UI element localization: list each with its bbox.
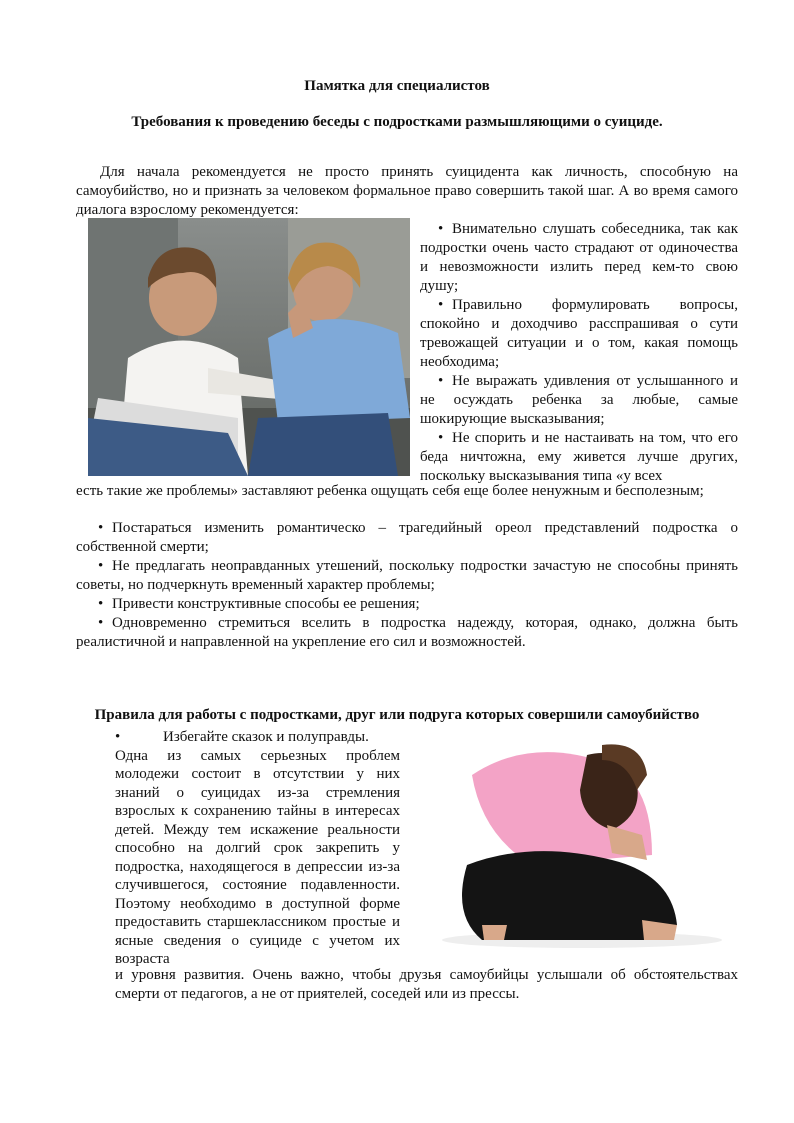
tail-paragraph: и уровня развития. Очень важно, чтобы друзья самоубийцы услышали об обстоятельствах смерти от педагогов, а не от приятелей, соседей или из прессы. bbox=[115, 967, 738, 1002]
column-paragraph: Одна из самых серьезных проблем молодежи состоит в отсутствии у них знаний о суицидах из-за стремления взрослых к сохранению тайны в интересах детей. Между тем искажение реальности способно на долгий срок закрепить у подростка, находящегося в депрессии из-за случившегося, состояние подавленности. Поэтому необходимо в доступной форме предоставить старшеклассником простые и ясные сведения о суициде с учетом их возраста bbox=[115, 747, 400, 967]
list-item: • Одновременно стремиться вселить в подростка надежду, которая, однако, должна быть реалистичной и направленной на укрепление его сил и возможностей. bbox=[76, 615, 738, 650]
bullet-list-full bbox=[76, 519, 738, 652]
list-item: • Не спорить и не настаивать на том, что его беда ничтожна, ему живется лучше других, поскольку высказывания типа «у всех bbox=[420, 430, 738, 484]
list-item: • Правильно формулировать вопросы, спокойно и доходчиво расспрашивая о сути тревожащей ситуации и о том, какая помощь необходима; bbox=[420, 297, 738, 370]
list-item: • Внимательно слушать собеседника, так как подростки очень часто страдают от одиночества и невозможности излить перед кем-то свою душу; bbox=[420, 221, 738, 294]
page-title: Памятка для специалистов bbox=[304, 78, 490, 94]
section2-column bbox=[115, 728, 400, 969]
page-subtitle: Требования к проведению беседы с подростками размышляющими о суициде. bbox=[131, 114, 663, 130]
section-heading: Правила для работы с подростками, друг или подруга которых совершили самоубийство bbox=[94, 707, 700, 723]
intro-paragraph: Для начала рекомендуется не просто принять суицидента как личность, способную на самоубийство, но и признать за человеком формальное право совершить такой шаг. А во время самого диалога взрослому рекомендуется: bbox=[76, 164, 738, 218]
list-item: • Постараться изменить романтическо – трагедийный ореол представлений подростка о собственной смерти; bbox=[76, 520, 738, 555]
photo-kneeling-girl bbox=[412, 735, 744, 957]
list-item: • Привести конструктивные способы ее решения; bbox=[98, 596, 420, 612]
bullet-continuation: есть такие же проблемы» заставляют ребенка ощущать себя еще более ненужным и бесполезным; bbox=[76, 483, 704, 499]
first-line: • Избегайте сказок и полуправды. bbox=[115, 729, 369, 745]
list-item: • Не предлагать неоправданных утешений, поскольку подростки зачастую не способны принять советы, но подчеркнуть временный характер проблемы; bbox=[76, 558, 738, 593]
photo-teen-and-adult-conversation bbox=[88, 218, 410, 476]
list-item: • Не выражать удивления от услышанного и не осуждать ребенка за любые, самые шокирующие высказывания; bbox=[420, 373, 738, 427]
bullet-list-right bbox=[420, 220, 738, 486]
